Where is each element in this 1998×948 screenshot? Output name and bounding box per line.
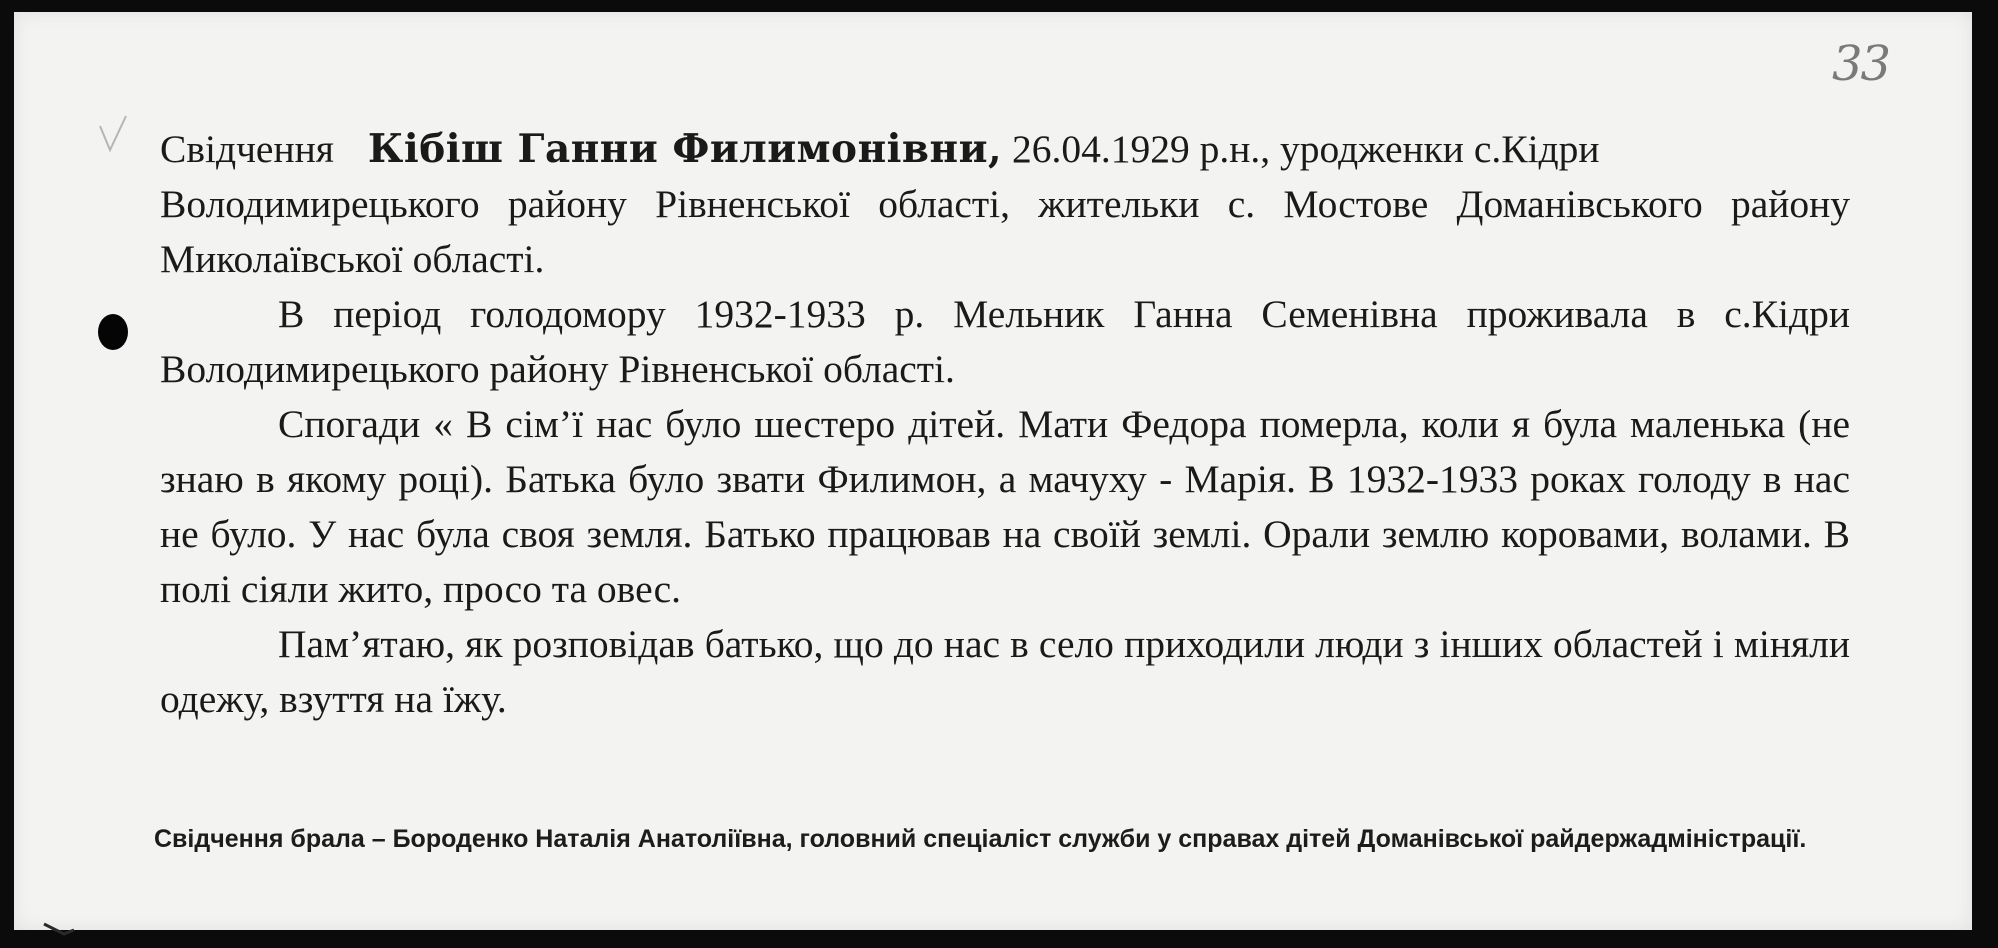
heading-rest: 26.04.1929 р.н., уродженки с.Кідри <box>1002 127 1600 171</box>
origin-paragraph: Володимирецького району Рівненської області, жительки с. Мостове Доманівського району Миколаївської області. <box>160 182 1850 281</box>
recorder-note: Свідчення брала – Бороденко Наталія Анатоліївна, головний спеціаліст служби у справах дітей Доманівської райдержадміністрації. <box>154 825 1807 853</box>
witness-name: Кібіш Ганни Филимонівни, <box>367 126 1003 172</box>
heading-prefix: Свідчення <box>160 127 334 171</box>
period-paragraph: В період голодомору 1932-1933 р. Мельник Ганна Семенівна проживала в с.Кідри Володимирецького району Рівненської області. <box>160 292 1850 391</box>
page-number: 33 <box>1832 36 1890 92</box>
document-page <box>14 12 1972 930</box>
punch-hole-mark <box>98 314 128 350</box>
remember-paragraph: Пам’ятаю, як розповідав батько, що до нас в село приходили люди з інших областей і міняли одежу, взуття на їжу. <box>160 622 1850 721</box>
check-mark-icon <box>96 112 130 156</box>
corner-tick-mark <box>42 920 76 938</box>
memories-paragraph: Спогади « В сім’ї нас було шестеро дітей. Мати Федора померла, коли я була маленька (не знаю в якому році). Батька було звати Филимон, а мачуху - Марія. В 1932-1933 роках голоду в нас не було. У нас була своя земля. Батько працював на своїй землі. Орали землю коровами, волами. В полі сіяли жито, просо та овес. <box>160 402 1850 611</box>
testimony-text <box>160 122 1850 727</box>
testimony-heading <box>160 122 1850 177</box>
